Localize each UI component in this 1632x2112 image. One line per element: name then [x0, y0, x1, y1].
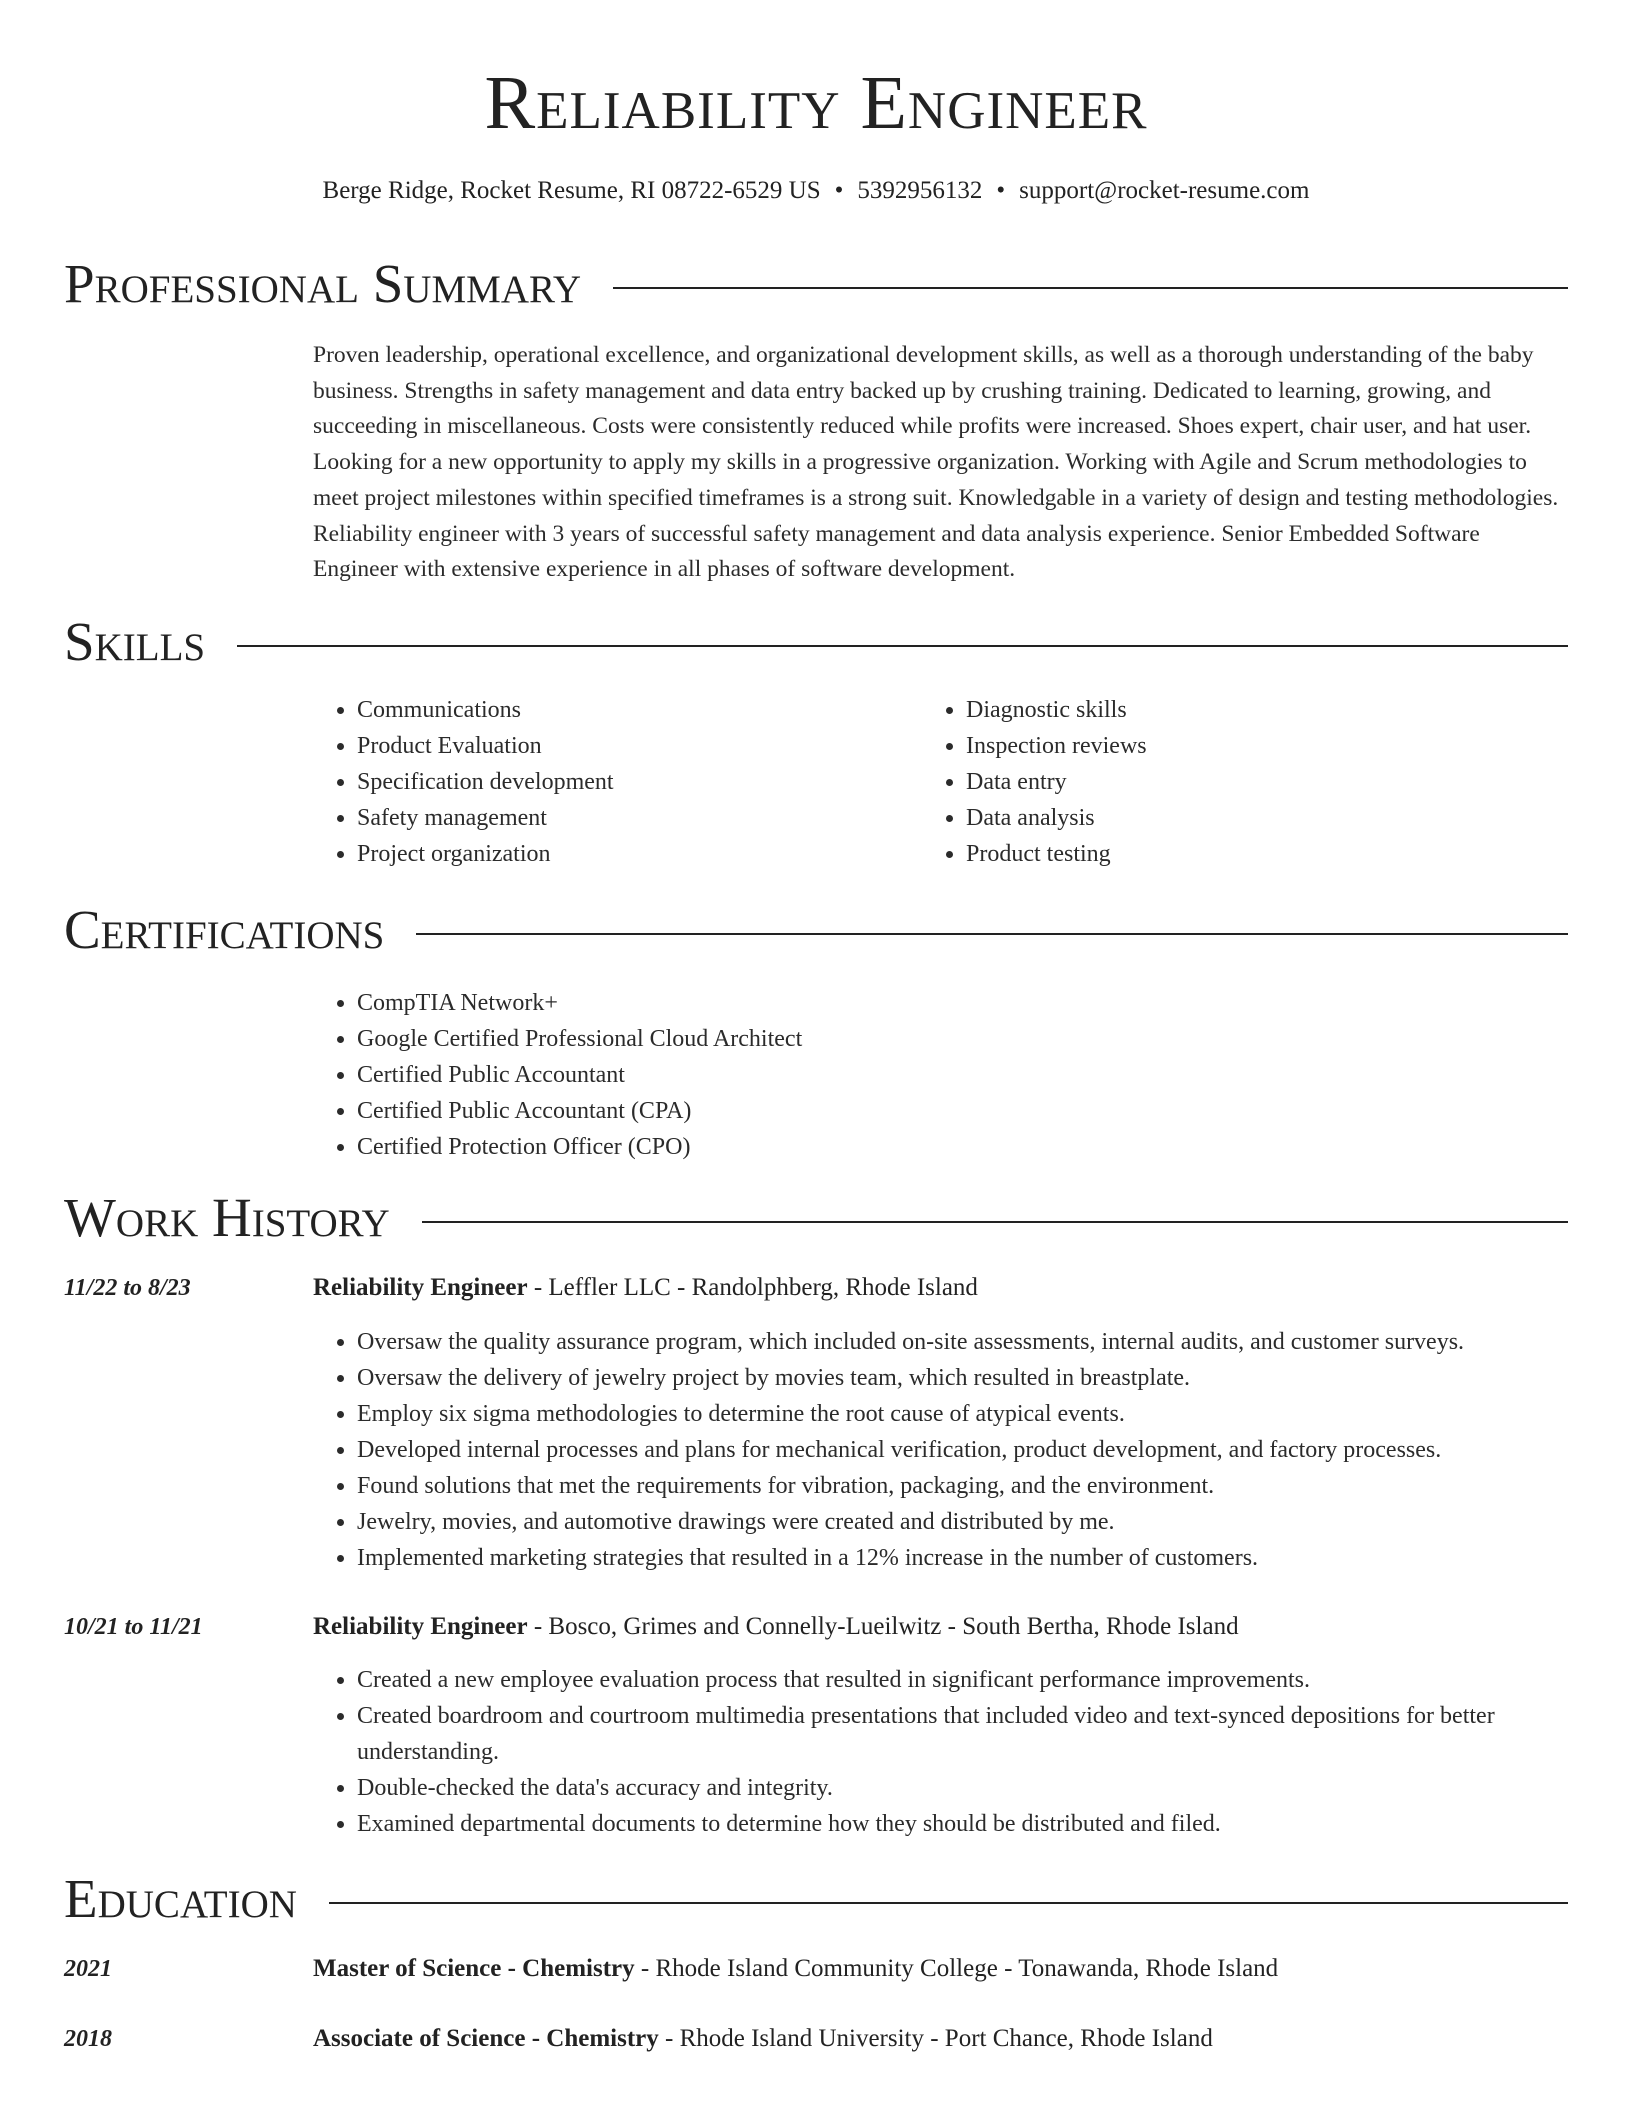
- certification-item: • Certified Public Accountant: [357, 1057, 1313, 1093]
- skill-item: • Diagnostic skills: [966, 692, 1502, 728]
- skill-item: • Safety management: [357, 800, 893, 836]
- contact-address: Berge Ridge, Rocket Resume, RI 08722-6529 US: [322, 177, 821, 204]
- section-title: Certifications: [64, 899, 385, 960]
- section-title: Work History: [64, 1187, 390, 1248]
- education-entry: [313, 2022, 1573, 2056]
- job-bullet: • Jewelry, movies, and automotive drawings were created and distributed by me.: [357, 1504, 1578, 1540]
- job-bullet: • Oversaw the quality assurance program, which included on-site assessments, internal audits, and customer surveys.: [357, 1324, 1578, 1360]
- education-details: - Rhode Island Community College - Tonawanda, Rhode Island: [634, 1955, 1279, 1982]
- job-details: - Leffler LLC - Randolphberg, Rhode Island: [527, 1274, 978, 1301]
- job-bullet: • Found solutions that met the requirements for vibration, packaging, and the environment.: [357, 1468, 1578, 1504]
- certification-item: • Google Certified Professional Cloud Architect: [357, 1021, 1313, 1057]
- contact-separator: •: [834, 177, 844, 204]
- section-skills-heading: [64, 610, 1568, 674]
- job-bullet: • Created a new employee evaluation process that resulted in significant performance improvements.: [357, 1662, 1578, 1698]
- section-certifications-heading: [64, 898, 1568, 962]
- skill-item: • Data entry: [966, 764, 1502, 800]
- education-year: 2018: [64, 2026, 112, 2052]
- resume-name-title: Reliability Engineer: [484, 61, 1148, 145]
- skills-column-left: [313, 692, 893, 872]
- job-bullet: • Developed internal processes and plans for mechanical verification, product development, and factory processes.: [357, 1432, 1578, 1468]
- job-bullet: • Oversaw the delivery of jewelry project by movies team, which resulted in breastplate.: [357, 1360, 1578, 1396]
- certification-item: • CompTIA Network+: [357, 985, 1313, 1021]
- skill-item: • Inspection reviews: [966, 728, 1502, 764]
- section-education-heading: [64, 1867, 1568, 1931]
- job-bullets: [313, 1662, 1578, 1842]
- certification-item: • Certified Public Accountant (CPA): [357, 1093, 1313, 1129]
- job-dates: 10/21 to 11/21: [64, 1614, 203, 1640]
- section-divider: [237, 645, 1568, 647]
- certification-item: • Certified Protection Officer (CPO): [357, 1129, 1313, 1165]
- education-degree: Master of Science - Chemistry: [313, 1955, 635, 1982]
- section-summary-heading: [64, 252, 1568, 316]
- job-header: [313, 1610, 1573, 1644]
- job-bullet: • Implemented marketing strategies that resulted in a 12% increase in the number of customers.: [357, 1540, 1578, 1576]
- job-bullets: [313, 1324, 1578, 1576]
- education-degree: Associate of Science - Chemistry: [313, 2025, 659, 2052]
- contact-email: support@rocket-resume.com: [1019, 177, 1310, 204]
- job-header: [313, 1271, 1573, 1305]
- section-title: Professional Summary: [64, 253, 582, 314]
- skill-item: • Data analysis: [966, 800, 1502, 836]
- contact-separator: •: [996, 177, 1006, 204]
- contact-line: [0, 174, 1632, 208]
- job-dates: 11/22 to 8/23: [64, 1275, 191, 1301]
- section-title: Skills: [64, 611, 206, 672]
- section-divider: [422, 1221, 1568, 1223]
- section-divider: [416, 933, 1568, 935]
- education-details: - Rhode Island University - Port Chance, Rhode Island: [658, 2025, 1213, 2052]
- section-work-heading: [64, 1186, 1568, 1250]
- skill-item: • Project organization: [357, 836, 893, 872]
- section-title: Education: [64, 1868, 297, 1929]
- contact-phone: 5392956132: [857, 177, 983, 204]
- job-bullet: • Double-checked the data's accuracy and integrity.: [357, 1770, 1578, 1806]
- education-year: 2021: [64, 1956, 112, 1982]
- certifications-list: [313, 985, 1313, 1165]
- job-details: - Bosco, Grimes and Connelly-Lueilwitz - South Bertha, Rhode Island: [527, 1613, 1239, 1640]
- skill-item: • Product testing: [966, 836, 1502, 872]
- education-entry: [313, 1952, 1573, 1986]
- section-divider: [613, 287, 1568, 289]
- job-bullet: • Examined departmental documents to determine how they should be distributed and filed.: [357, 1806, 1578, 1842]
- skill-item: • Product Evaluation: [357, 728, 893, 764]
- skill-item: • Communications: [357, 692, 893, 728]
- job-bullet: • Employ six sigma methodologies to determine the root cause of atypical events.: [357, 1396, 1578, 1432]
- job-bullet: • Created boardroom and courtroom multimedia presentations that included video and text-synced depositions for better understanding.: [357, 1698, 1578, 1770]
- section-divider: [329, 1902, 1568, 1904]
- job-title: Reliability Engineer: [313, 1613, 528, 1640]
- skills-column-right: [922, 692, 1502, 872]
- summary-text: Proven leadership, operational excellence, and organizational development skills, as well as a thorough understanding of the baby business. Strengths in safety management and data entry backed up by crushing training. Dedicated to learning, growing, and succeeding in miscellaneous. Costs were consistently reduced while profits were increased. Shoes expert, chair user, and hat user. Looking for a new opportunity to apply my skills in a progressive organization. Working with Agile and Scrum methodologies to meet project milestones within specified timeframes is a strong suit. Knowledgable in a variety of design and testing methodologies. Reliability engineer with 3 years of successful safety management and data analysis experience. Senior Embedded Software Engineer with extensive experience in all phases of software development.: [313, 342, 1559, 583]
- skill-item: • Specification development: [357, 764, 893, 800]
- job-title: Reliability Engineer: [313, 1274, 528, 1301]
